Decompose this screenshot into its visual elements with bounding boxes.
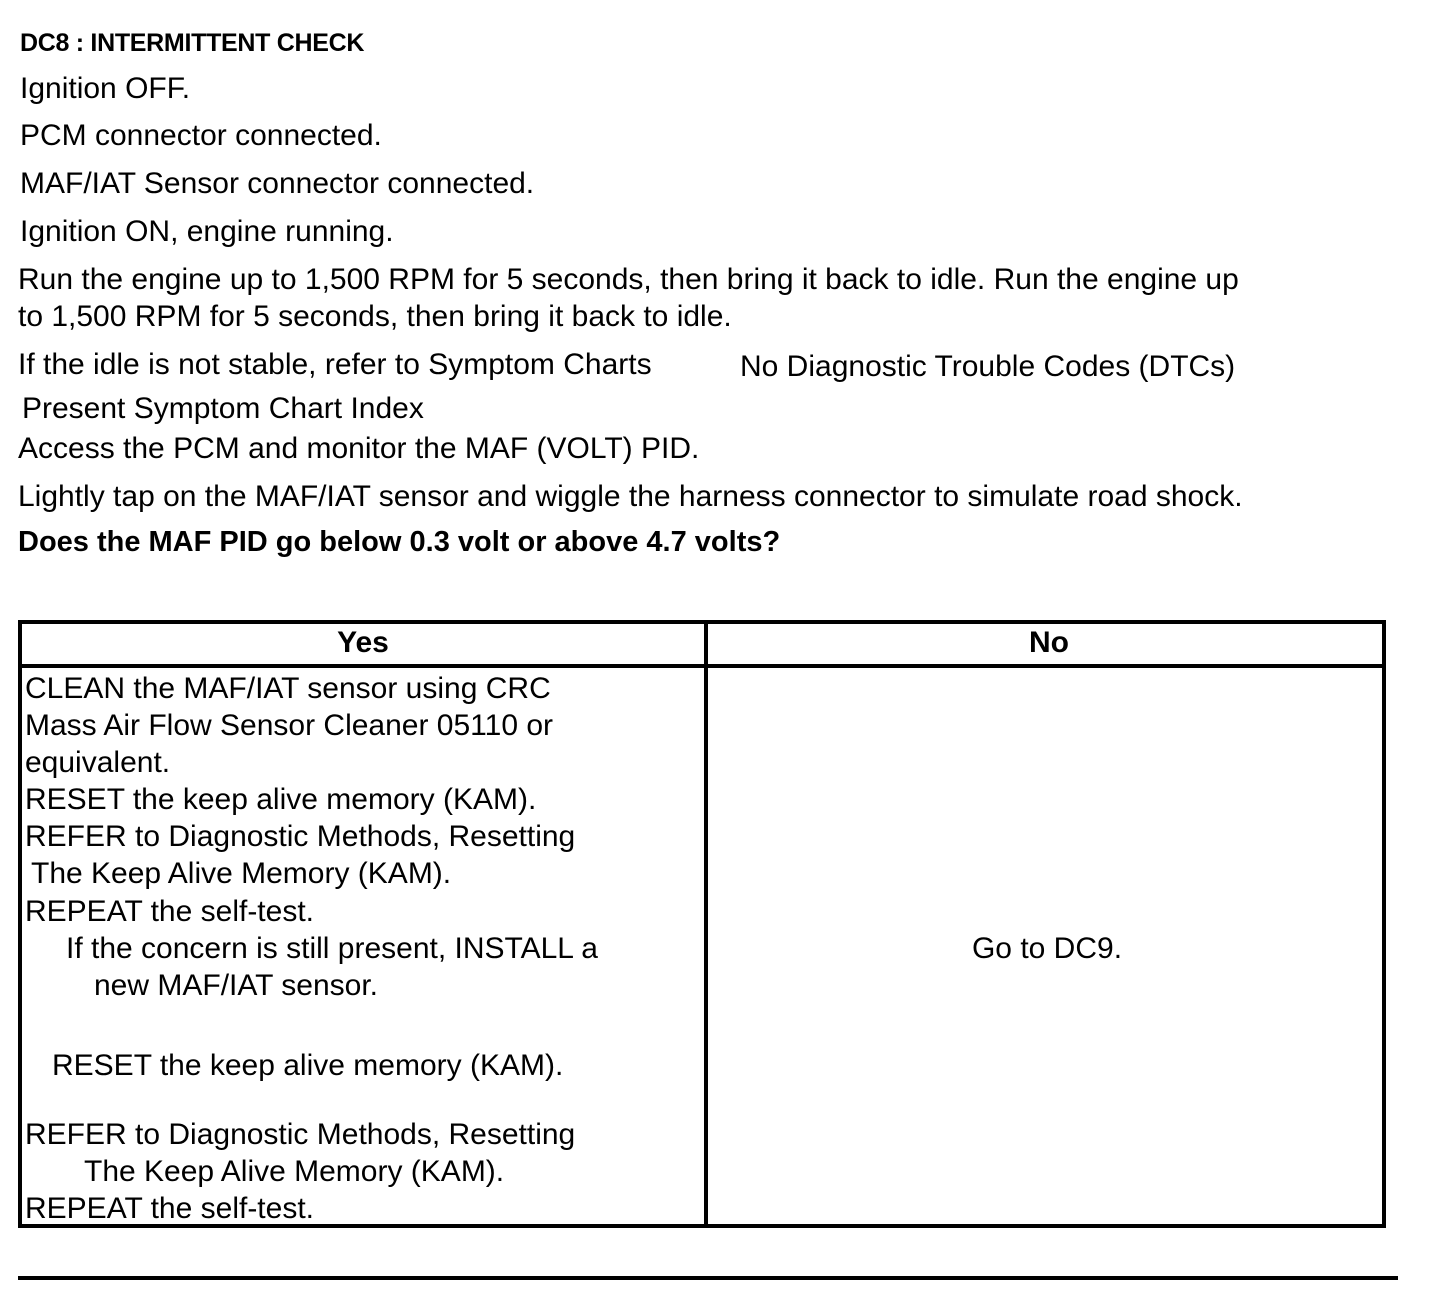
step-tap-sensor: Lightly tap on the MAF/IAT sensor and wiggle the harness connector to simulate road shock. [18,480,1243,513]
step-ignition-off: Ignition OFF. [20,72,191,105]
step-ignition-on: Ignition ON, engine running. [20,215,394,248]
yes-line: CLEAN the MAF/IAT sensor using CRC [25,672,551,705]
step-access-pcm: Access the PCM and monitor the MAF (VOLT) PID. [18,432,700,465]
yes-line: REFER to Diagnostic Methods, Resetting [25,820,576,853]
yes-line: equivalent. [25,746,171,779]
yes-line: new MAF/IAT sensor. [94,969,378,1002]
page-title: DC8 : INTERMITTENT CHECK [20,29,365,57]
step-idle-check: If the idle is not stable, refer to Symptom Charts [18,348,652,381]
no-action-goto-dc9[interactable]: Go to DC9. [971,932,1123,965]
bottom-divider [18,1276,1398,1280]
step-run-engine-line2: to 1,500 RPM for 5 seconds, then bring it back to idle. [18,300,732,333]
link-no-dtcs[interactable]: No Diagnostic Trouble Codes (DTCs) [740,350,1236,383]
step-maf-connected: MAF/IAT Sensor connector connected. [20,167,535,200]
yes-line: REPEAT the self-test. [25,895,314,928]
column-divider [704,624,708,1224]
link-symptom-chart-index[interactable]: Present Symptom Chart Index [22,392,424,425]
yes-line: If the concern is still present, INSTALL a [66,932,598,965]
column-header-no: No [1029,626,1069,659]
diagnostic-question: Does the MAF PID go below 0.3 volt or above 4.7 volts? [18,526,781,558]
yes-line: REFER to Diagnostic Methods, Resetting [25,1118,576,1151]
step-pcm-connected: PCM connector connected. [20,119,382,152]
yes-line: REPEAT the self-test. [25,1192,314,1225]
yes-line: The Keep Alive Memory (KAM). [84,1155,505,1188]
step-run-engine-line1: Run the engine up to 1,500 RPM for 5 seconds, then bring it back to idle. Run the engine up [18,263,1239,296]
yes-line: RESET the keep alive memory (KAM). [25,783,537,816]
result-table [18,620,1386,1228]
yes-line: Mass Air Flow Sensor Cleaner 05110 or [25,709,554,742]
header-divider [22,664,1382,668]
yes-line: The Keep Alive Memory (KAM). [31,857,452,890]
yes-line: RESET the keep alive memory (KAM). [52,1049,564,1082]
column-header-yes: Yes [337,626,389,659]
